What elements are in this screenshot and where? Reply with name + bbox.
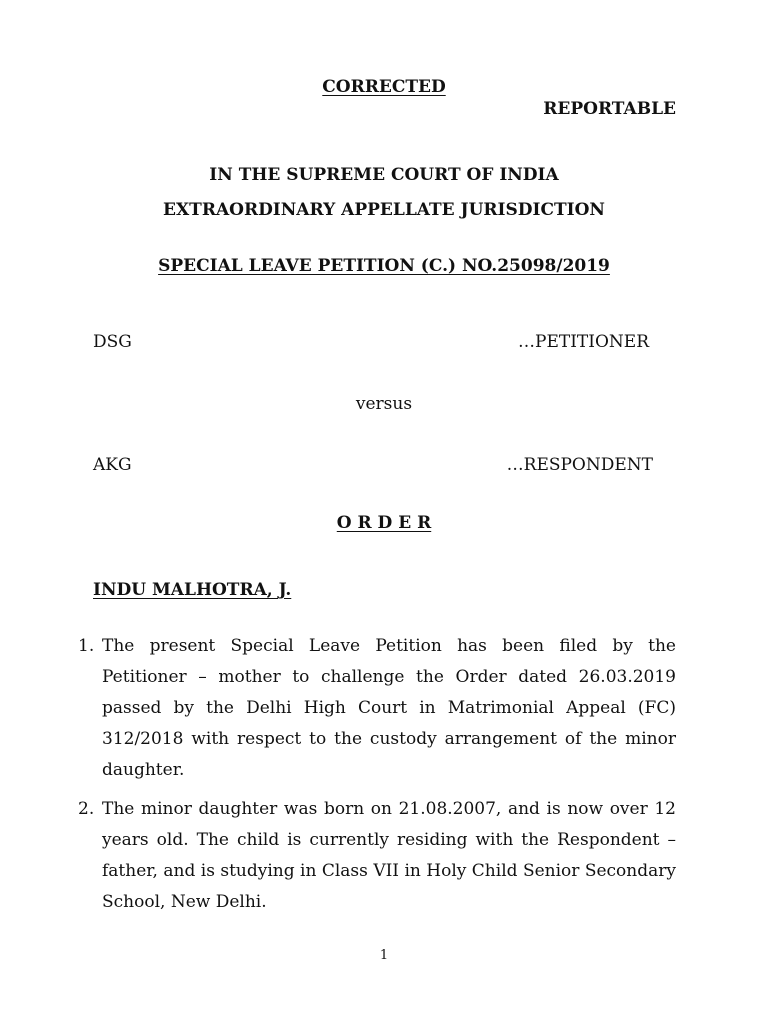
court-name: IN THE SUPREME COURT OF INDIA — [209, 165, 559, 185]
paragraph-number: 1. — [78, 636, 95, 656]
page-number: 1 — [379, 948, 389, 963]
paragraph-number: 2. — [78, 799, 95, 819]
order-title: O R D E R — [336, 513, 432, 533]
petitioner-name: DSG — [93, 332, 132, 352]
petitioner-role: …PETITIONER — [518, 332, 649, 352]
corrected-label: CORRECTED — [322, 77, 446, 97]
paragraph-2 — [78, 794, 676, 918]
judge-name: INDU MALHOTRA, J. — [93, 580, 292, 600]
paragraph-1 — [78, 631, 676, 786]
case-number: SPECIAL LEAVE PETITION (C.) NO.25098/2019 — [158, 256, 610, 276]
paragraph-text: The present Special Leave Petition has been filed by the Petitioner – mother to challenge the Order dated 26.03.2019 passed by the Delhi High Court in Matrimonial Appeal (FC) 312/2018 with respect to the custody arrangement of the minor daughter. — [102, 636, 676, 780]
paragraph-text: The minor daughter was born on 21.08.2007, and is now over 12 years old. The child is currently residing with the Respondent – father, and is studying in Class VII in Holy Child Senior Secondary School, New Delhi. — [102, 799, 676, 912]
versus-label: versus — [355, 394, 413, 414]
reportable-label: REPORTABLE — [543, 99, 676, 119]
respondent-name: AKG — [93, 455, 132, 475]
respondent-role: …RESPONDENT — [506, 455, 653, 475]
jurisdiction: EXTRAORDINARY APPELLATE JURISDICTION — [163, 200, 605, 220]
